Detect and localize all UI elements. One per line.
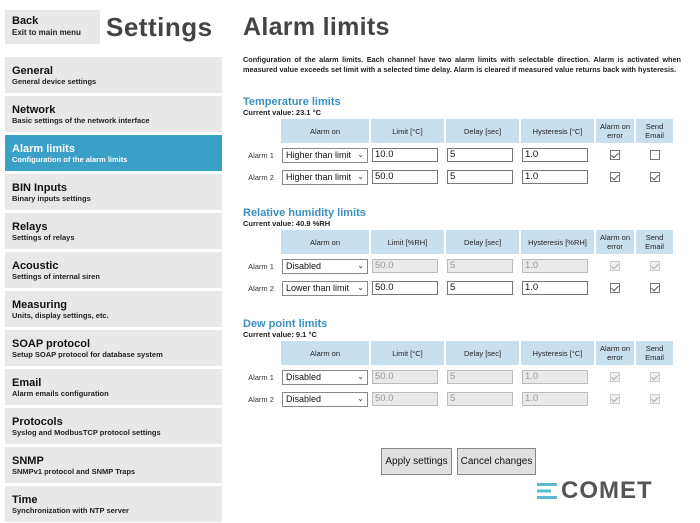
chevron-down-icon: ⌄ bbox=[357, 149, 364, 159]
send-email-checkbox[interactable] bbox=[650, 394, 660, 404]
alarm-on-value: Disabled bbox=[286, 371, 322, 382]
limit-input[interactable]: 50.0 bbox=[372, 170, 438, 184]
section-title: Temperature limits bbox=[243, 96, 341, 108]
alarm-on-select[interactable] bbox=[282, 392, 368, 407]
table-row bbox=[243, 367, 673, 387]
column-header: Alarm on bbox=[281, 119, 369, 143]
settings-title: Settings bbox=[106, 12, 213, 42]
back-button[interactable] bbox=[5, 10, 100, 44]
alarm-row-label: Alarm 2 bbox=[248, 283, 274, 293]
table-header-row bbox=[243, 230, 673, 254]
menu-item-sublabel: Setup SOAP protocol for database system bbox=[12, 350, 163, 359]
alarm-on-value: Lower than limit bbox=[286, 282, 350, 293]
column-header: Alarm on error bbox=[596, 230, 634, 254]
menu-item-sublabel: Synchronization with NTP server bbox=[12, 506, 129, 515]
column-header: Send Email bbox=[636, 119, 673, 143]
delay-input[interactable]: 5 bbox=[447, 148, 513, 162]
column-header: Alarm on bbox=[281, 341, 369, 365]
hysteresis-input[interactable]: 1.0 bbox=[522, 392, 588, 406]
back-label: Back bbox=[12, 15, 39, 27]
alarm-on-value: Disabled bbox=[286, 260, 322, 271]
menu-item-acoustic[interactable] bbox=[5, 252, 222, 288]
menu-item-sublabel: Units, display settings, etc. bbox=[12, 311, 109, 320]
limit-input[interactable]: 50.0 bbox=[372, 281, 438, 295]
menu-item-label: BIN Inputs bbox=[12, 182, 67, 194]
menu-item-snmp[interactable] bbox=[5, 447, 222, 483]
alarm-on-select[interactable] bbox=[282, 148, 368, 163]
alarm-on-value: Higher than limit bbox=[286, 171, 352, 182]
delay-input[interactable]: 5 bbox=[447, 281, 513, 295]
send-email-checkbox[interactable] bbox=[650, 283, 660, 293]
comet-logo bbox=[537, 478, 682, 504]
limit-input[interactable]: 10.0 bbox=[372, 148, 438, 162]
alarm-row-label: Alarm 2 bbox=[248, 394, 274, 404]
menu-item-sublabel: Basic settings of the network interface bbox=[12, 116, 150, 125]
menu-item-protocols[interactable] bbox=[5, 408, 222, 444]
menu-item-label: SOAP protocol bbox=[12, 338, 91, 350]
current-value: Current value: 9.1 °C bbox=[243, 330, 317, 339]
column-header: Delay [sec] bbox=[446, 341, 519, 365]
menu-item-general[interactable] bbox=[5, 57, 222, 93]
page-title: Alarm limits bbox=[243, 13, 390, 41]
column-header: Delay [sec] bbox=[446, 119, 519, 143]
menu-item-label: Acoustic bbox=[12, 260, 59, 272]
logo-text: COMET bbox=[561, 477, 653, 504]
alarm-on-select[interactable] bbox=[282, 170, 368, 185]
alarm-row-label: Alarm 2 bbox=[248, 172, 274, 182]
alarm-on-select[interactable] bbox=[282, 259, 368, 274]
cancel-changes-button[interactable]: Cancel changes bbox=[457, 448, 536, 475]
alarm-on-value: Disabled bbox=[286, 393, 322, 404]
menu-item-label: Network bbox=[12, 104, 56, 116]
alarm-row-label: Alarm 1 bbox=[248, 372, 274, 382]
delay-input[interactable]: 5 bbox=[447, 370, 513, 384]
alarm-on-error-checkbox[interactable] bbox=[610, 372, 620, 382]
header-blank bbox=[243, 119, 279, 143]
table-row bbox=[243, 145, 673, 165]
alarm-limits-table bbox=[241, 117, 675, 189]
temperature-limits-section bbox=[243, 96, 675, 189]
menu-item-label: General bbox=[12, 65, 53, 77]
column-header: Alarm on bbox=[281, 230, 369, 254]
column-header: Limit [°C] bbox=[371, 119, 444, 143]
column-header: Alarm on error bbox=[596, 119, 634, 143]
menu-item-sublabel: Configuration of the alarm limits bbox=[12, 155, 128, 164]
menu-item-label: SNMP bbox=[12, 455, 44, 467]
menu-item-sublabel: Syslog and ModbusTCP protocol settings bbox=[12, 428, 161, 437]
hysteresis-input[interactable]: 1.0 bbox=[522, 281, 588, 295]
hysteresis-input[interactable]: 1.0 bbox=[522, 170, 588, 184]
chevron-down-icon: ⌄ bbox=[357, 171, 364, 181]
menu-item-relays[interactable] bbox=[5, 213, 222, 249]
table-header-row bbox=[243, 341, 673, 365]
column-header: Limit [%RH] bbox=[371, 230, 444, 254]
alarm-limits-table bbox=[241, 228, 675, 300]
chevron-down-icon: ⌄ bbox=[357, 282, 364, 292]
send-email-checkbox[interactable] bbox=[650, 261, 660, 271]
limit-input[interactable]: 50.0 bbox=[372, 392, 438, 406]
table-row bbox=[243, 278, 673, 298]
alarm-on-error-checkbox[interactable] bbox=[610, 150, 620, 160]
alarm-on-select[interactable] bbox=[282, 370, 368, 385]
limit-input[interactable]: 50.0 bbox=[372, 259, 438, 273]
alarm-row-label: Alarm 1 bbox=[248, 150, 274, 160]
alarm-on-select[interactable] bbox=[282, 281, 368, 296]
column-header: Send Email bbox=[636, 341, 673, 365]
menu-item-alarm-limits[interactable] bbox=[5, 135, 222, 171]
menu-item-sublabel: Alarm emails configuration bbox=[12, 389, 109, 398]
column-header: Delay [sec] bbox=[446, 230, 519, 254]
column-header: Limit [°C] bbox=[371, 341, 444, 365]
apply-settings-button[interactable]: Apply settings bbox=[381, 448, 452, 475]
alarm-row-label: Alarm 1 bbox=[248, 261, 274, 271]
chevron-down-icon: ⌄ bbox=[357, 260, 364, 270]
menu-item-label: Relays bbox=[12, 221, 48, 233]
chevron-down-icon: ⌄ bbox=[357, 393, 364, 403]
header-blank bbox=[243, 341, 279, 365]
alarm-on-value: Higher than limit bbox=[286, 149, 352, 160]
send-email-checkbox[interactable] bbox=[650, 150, 660, 160]
menu-item-measuring[interactable] bbox=[5, 291, 222, 327]
column-header: Send Email bbox=[636, 230, 673, 254]
alarm-on-error-checkbox[interactable] bbox=[610, 172, 620, 182]
menu-item-sublabel: SNMPv1 protocol and SNMP Traps bbox=[12, 467, 136, 476]
column-header: Hysteresis [°C] bbox=[521, 119, 594, 143]
back-sublabel: Exit to main menu bbox=[12, 28, 81, 37]
menu-item-email[interactable] bbox=[5, 369, 222, 405]
comet-logo-icon bbox=[537, 481, 559, 501]
current-value: Current value: 23.1 °C bbox=[243, 108, 322, 117]
hysteresis-input[interactable]: 1.0 bbox=[522, 370, 588, 384]
alarm-on-error-checkbox[interactable] bbox=[610, 261, 620, 271]
alarm-on-error-checkbox[interactable] bbox=[610, 283, 620, 293]
menu-item-soap-protocol[interactable] bbox=[5, 330, 222, 366]
menu-item-label: Protocols bbox=[12, 416, 63, 428]
send-email-checkbox[interactable] bbox=[650, 372, 660, 382]
settings-menu bbox=[5, 57, 222, 523]
menu-item-sublabel: Binary inputs settings bbox=[12, 194, 91, 203]
menu-item-bin-inputs[interactable] bbox=[5, 174, 222, 210]
table-row bbox=[243, 256, 673, 276]
column-header: Alarm on error bbox=[596, 341, 634, 365]
section-title: Relative humidity limits bbox=[243, 207, 366, 219]
table-header-row bbox=[243, 119, 673, 143]
page-description: Configuration of the alarm limits. Each channel have two alarm limits with selectable direction. Alarm is activated when measured value exceeds set limit with a selected time delay. Alarm is cleared if measured value returns back with hysteresis. bbox=[243, 55, 681, 74]
send-email-checkbox[interactable] bbox=[650, 172, 660, 182]
delay-input[interactable]: 5 bbox=[447, 392, 513, 406]
alarm-limits-table bbox=[241, 339, 675, 411]
current-value: Current value: 40.9 %RH bbox=[243, 219, 331, 228]
dew-point-limits-section bbox=[243, 318, 675, 411]
menu-item-label: Alarm limits bbox=[12, 143, 75, 155]
menu-item-time[interactable] bbox=[5, 486, 222, 522]
chevron-down-icon: ⌄ bbox=[357, 371, 364, 381]
menu-item-sublabel: Settings of internal siren bbox=[12, 272, 100, 281]
delay-input[interactable]: 5 bbox=[447, 259, 513, 273]
humidity-limits-section bbox=[243, 207, 675, 300]
column-header: Hysteresis [°C] bbox=[521, 341, 594, 365]
menu-item-label: Time bbox=[12, 494, 38, 506]
hysteresis-input[interactable]: 1.0 bbox=[522, 148, 588, 162]
menu-item-sublabel: General device settings bbox=[12, 77, 97, 86]
menu-item-label: Email bbox=[12, 377, 42, 389]
table-row bbox=[243, 167, 673, 187]
delay-input[interactable]: 5 bbox=[447, 170, 513, 184]
header-blank bbox=[243, 230, 279, 254]
menu-item-sublabel: Settings of relays bbox=[12, 233, 75, 242]
section-title: Dew point limits bbox=[243, 318, 328, 330]
hysteresis-input[interactable]: 1.0 bbox=[522, 259, 588, 273]
menu-item-label: Measuring bbox=[12, 299, 68, 311]
table-row bbox=[243, 389, 673, 409]
column-header: Hysteresis [%RH] bbox=[521, 230, 594, 254]
alarm-on-error-checkbox[interactable] bbox=[610, 394, 620, 404]
menu-item-network[interactable] bbox=[5, 96, 222, 132]
limit-input[interactable]: 50.0 bbox=[372, 370, 438, 384]
